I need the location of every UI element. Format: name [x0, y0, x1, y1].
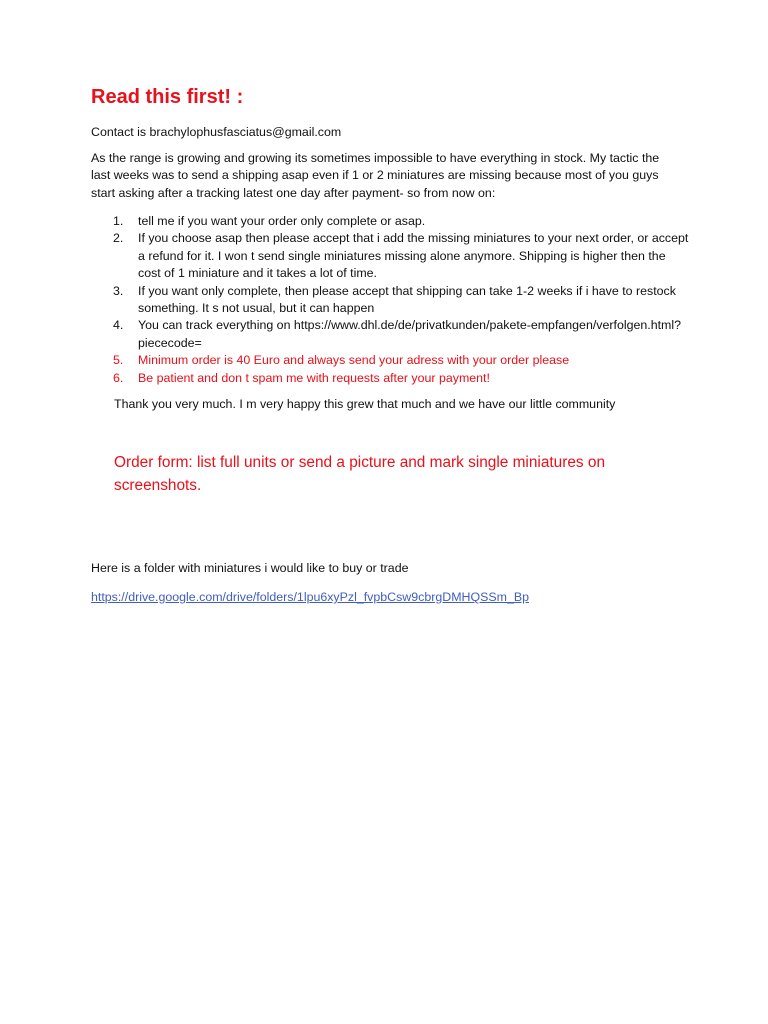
list-item-number: 1. [113, 214, 124, 228]
list-item-text: Minimum order is 40 Euro and always send your adress with your order please [138, 353, 570, 368]
list-item [91, 352, 691, 369]
list-item [91, 283, 691, 318]
thanks-line: Thank you very much. I m very happy this grew that much and we have our little community [114, 397, 616, 411]
list-item-number: 5. [113, 353, 124, 368]
list-item [91, 230, 691, 282]
list-item [91, 213, 691, 230]
list-item [91, 317, 691, 352]
list-item-text: You can track everything on https://www.dhl.de/de/privatkunden/pakete-empfangen/verfolgen.html?piececode= [138, 318, 681, 350]
list-item-number: 2. [113, 231, 124, 246]
drive-folder-link[interactable]: https://drive.google.com/drive/folders/1lpu6xyPzl_fvpbCsw9cbrgDMHQSSm_Bp [91, 590, 529, 604]
list-item [91, 370, 691, 387]
list-item-text: If you choose asap then please accept that i add the missing miniatures to your next order, or accept a refund for it. I won t send single miniatures missing alone anymore. Shipping is higher then the cost of 1 miniature and it takes a lot of time. [138, 231, 689, 281]
list-item-text: If you want only complete, then please accept that shipping can take 1-2 weeks if i have to restock something. It s not usual, but it can happen [138, 283, 676, 316]
page-heading: Read this first! : [91, 86, 244, 108]
list-item-number: 3. [113, 283, 124, 298]
list-item-text: Be patient and don t spam me with requests after your payment! [138, 370, 490, 385]
list-item-text: tell me if you want your order only complete or asap. [138, 214, 426, 228]
contact-line: Contact is brachylophusfasciatus@gmail.com [91, 125, 342, 139]
folder-description: Here is a folder with miniatures i would like to buy or trade [91, 561, 409, 575]
list-item-number: 6. [113, 370, 124, 385]
list-item-number: 4. [113, 318, 124, 333]
intro-paragraph: As the range is growing and growing its sometimes impossible to have everything in stock. My tactic the last weeks was to send a shipping asap even if 1 or 2 miniatures are missing because most of you guys start asking after a tracking latest one day after payment- so from now on: [91, 151, 660, 200]
rules-list [91, 213, 691, 387]
order-form-note: Order form: list full units or send a picture and mark single miniatures on screenshots. [114, 454, 605, 494]
